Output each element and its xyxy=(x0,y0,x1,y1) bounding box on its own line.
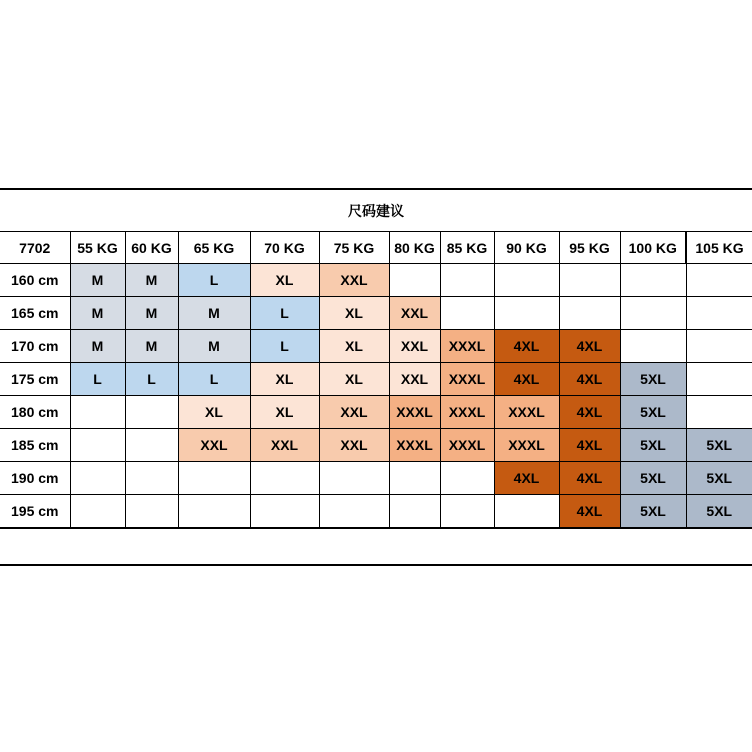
height-label: 195 cm xyxy=(0,495,70,529)
weight-header: 75 KG xyxy=(319,232,389,264)
size-cell xyxy=(620,264,686,297)
size-cell: M xyxy=(125,264,178,297)
size-cell xyxy=(178,495,250,529)
height-label: 170 cm xyxy=(0,330,70,363)
corner-label: 7702 xyxy=(0,232,70,264)
size-cell: 5XL xyxy=(620,462,686,495)
weight-header: 55 KG xyxy=(70,232,125,264)
size-cell: 4XL xyxy=(559,495,620,529)
size-cell: 4XL xyxy=(559,429,620,462)
height-label: 165 cm xyxy=(0,297,70,330)
size-cell xyxy=(70,429,125,462)
size-cell xyxy=(125,396,178,429)
chart-title: 尺码建议 xyxy=(348,203,404,220)
size-cell: 5XL xyxy=(620,429,686,462)
size-cell xyxy=(686,396,752,429)
size-cell: M xyxy=(125,330,178,363)
table-row xyxy=(0,462,752,495)
size-table xyxy=(0,231,752,529)
weight-header: 95 KG xyxy=(559,232,620,264)
size-cell: XXXL xyxy=(440,396,494,429)
table-row xyxy=(0,396,752,429)
header-row xyxy=(0,232,752,264)
size-cell xyxy=(494,495,559,529)
height-label: 190 cm xyxy=(0,462,70,495)
size-cell: L xyxy=(70,363,125,396)
table-row xyxy=(0,330,752,363)
size-cell: XXXL xyxy=(440,429,494,462)
size-cell: 4XL xyxy=(559,330,620,363)
size-cell: M xyxy=(70,297,125,330)
table-row xyxy=(0,429,752,462)
weight-header: 100 KG xyxy=(620,232,686,264)
size-cell: XL xyxy=(250,264,319,297)
size-cell xyxy=(178,462,250,495)
size-cell: 5XL xyxy=(686,462,752,495)
size-cell xyxy=(70,462,125,495)
weight-header: 90 KG xyxy=(494,232,559,264)
size-cell xyxy=(125,429,178,462)
height-label: 175 cm xyxy=(0,363,70,396)
size-cell: M xyxy=(70,264,125,297)
size-cell xyxy=(250,462,319,495)
table-row xyxy=(0,363,752,396)
size-cell: XXXL xyxy=(389,396,440,429)
size-cell: 5XL xyxy=(620,495,686,529)
size-cell xyxy=(559,297,620,330)
size-cell: XXXL xyxy=(494,396,559,429)
size-cell xyxy=(389,264,440,297)
size-cell xyxy=(440,462,494,495)
size-cell xyxy=(494,297,559,330)
size-cell: 4XL xyxy=(559,396,620,429)
size-cell: XL xyxy=(319,330,389,363)
size-cell: XXL xyxy=(389,363,440,396)
bottom-rule xyxy=(0,564,752,566)
size-cell xyxy=(250,495,319,529)
size-cell: 5XL xyxy=(620,396,686,429)
size-cell: 4XL xyxy=(559,462,620,495)
size-cell: L xyxy=(250,297,319,330)
size-cell: L xyxy=(125,363,178,396)
size-cell xyxy=(125,462,178,495)
size-cell: XXL xyxy=(178,429,250,462)
height-label: 160 cm xyxy=(0,264,70,297)
weight-header: 65 KG xyxy=(178,232,250,264)
size-cell: XXL xyxy=(319,429,389,462)
size-cell: 4XL xyxy=(559,363,620,396)
table-row xyxy=(0,297,752,330)
weight-header: 80 KG xyxy=(389,232,440,264)
size-cell xyxy=(559,264,620,297)
size-cell xyxy=(620,297,686,330)
weight-header: 105 KG xyxy=(686,232,752,264)
weight-header: 60 KG xyxy=(125,232,178,264)
table-row xyxy=(0,495,752,529)
size-cell: XL xyxy=(250,363,319,396)
size-cell: XXXL xyxy=(440,363,494,396)
size-cell: XL xyxy=(319,363,389,396)
size-cell xyxy=(686,264,752,297)
size-cell xyxy=(70,396,125,429)
size-cell xyxy=(389,462,440,495)
size-cell: XXL xyxy=(319,396,389,429)
size-cell xyxy=(440,495,494,529)
height-label: 180 cm xyxy=(0,396,70,429)
size-cell: XXXL xyxy=(389,429,440,462)
size-cell xyxy=(620,330,686,363)
size-cell: XXL xyxy=(319,264,389,297)
size-cell xyxy=(319,462,389,495)
size-cell: XL xyxy=(319,297,389,330)
size-cell: XXXL xyxy=(494,429,559,462)
size-cell: 5XL xyxy=(686,495,752,529)
size-chart xyxy=(0,188,752,566)
size-cell: XXXL xyxy=(440,330,494,363)
size-cell: XL xyxy=(178,396,250,429)
size-cell: M xyxy=(178,330,250,363)
size-cell xyxy=(440,297,494,330)
size-cell xyxy=(319,495,389,529)
size-cell: M xyxy=(178,297,250,330)
size-cell: 4XL xyxy=(494,462,559,495)
size-cell: 5XL xyxy=(620,363,686,396)
table-row xyxy=(0,264,752,297)
size-cell xyxy=(70,495,125,529)
size-cell: XXL xyxy=(389,297,440,330)
size-cell xyxy=(125,495,178,529)
size-cell: L xyxy=(250,330,319,363)
size-cell: XXL xyxy=(250,429,319,462)
size-cell xyxy=(686,363,752,396)
size-cell: L xyxy=(178,264,250,297)
size-cell: XXL xyxy=(389,330,440,363)
size-cell xyxy=(686,297,752,330)
size-cell: L xyxy=(178,363,250,396)
size-cell: 4XL xyxy=(494,330,559,363)
weight-header: 85 KG xyxy=(440,232,494,264)
height-label: 185 cm xyxy=(0,429,70,462)
size-cell: XL xyxy=(250,396,319,429)
size-cell xyxy=(686,330,752,363)
size-cell xyxy=(389,495,440,529)
size-cell: M xyxy=(70,330,125,363)
size-cell xyxy=(494,264,559,297)
size-cell xyxy=(440,264,494,297)
size-cell: 5XL xyxy=(686,429,752,462)
size-cell: 4XL xyxy=(494,363,559,396)
size-cell: M xyxy=(125,297,178,330)
weight-header: 70 KG xyxy=(250,232,319,264)
